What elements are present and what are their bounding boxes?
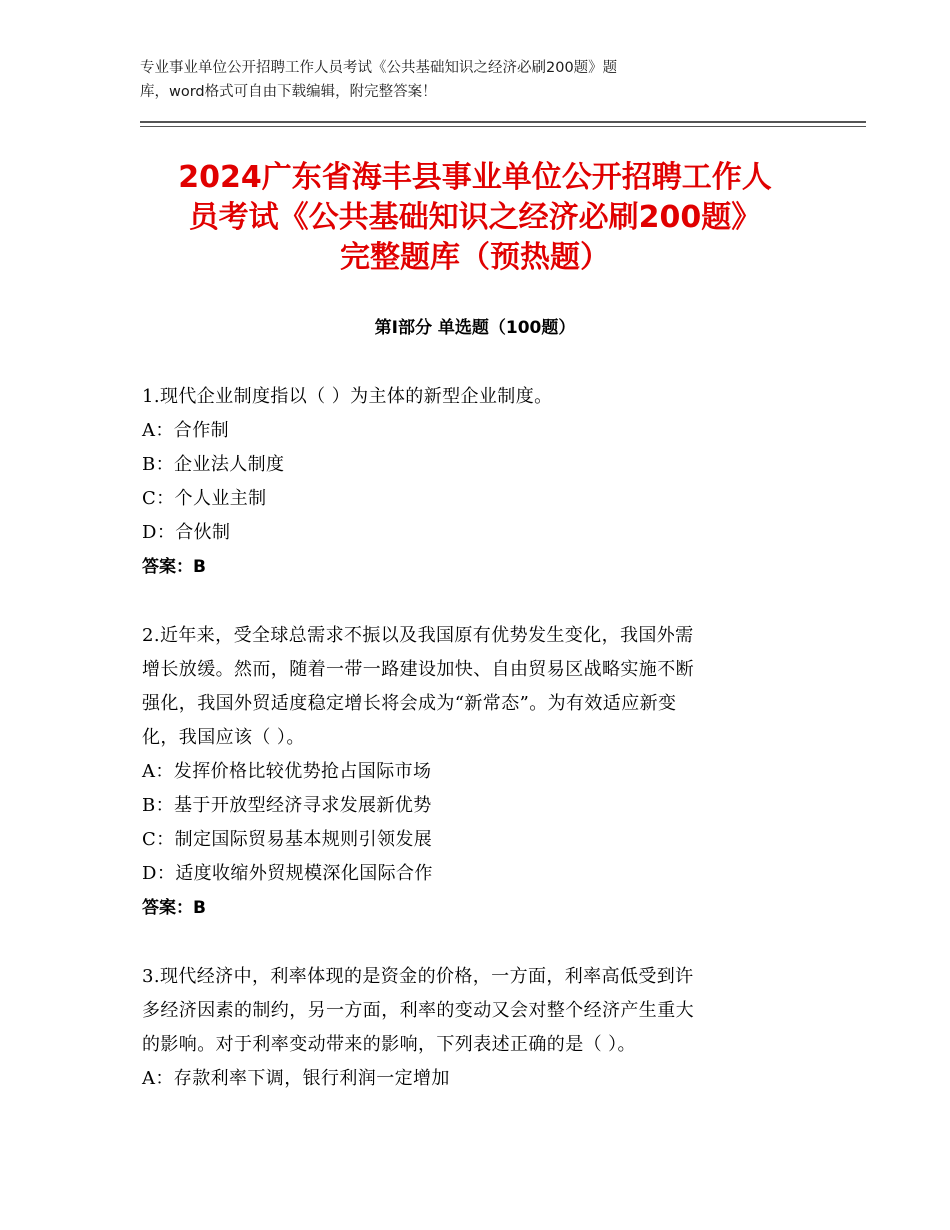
question-stem: 的影响。对于利率变动带来的影响，下列表述正确的是（ ）。 — [142, 1034, 636, 1055]
header-note-line: 库，word格式可自由下载编辑，附完整答案！ — [140, 84, 437, 100]
header-note — [140, 56, 780, 104]
question-option: B：企业法人制度 — [142, 454, 285, 475]
document-title-line: 员考试《公共基础知识之经济必刷200题》 — [188, 200, 762, 235]
section-title: 第Ⅰ部分 单选题（100题） — [374, 318, 576, 338]
question-answer: 答案：B — [142, 898, 206, 918]
header-divider-thin — [140, 126, 866, 127]
question-2 — [142, 619, 802, 925]
document-title — [130, 158, 820, 278]
document-title-line: 完整题库（预热题） — [340, 240, 610, 275]
question-stem: 多经济因素的制约，另一方面，利率的变动又会对整个经济产生重大 — [142, 1000, 694, 1021]
question-stem: 1.现代企业制度指以（ ）为主体的新型企业制度。 — [142, 386, 553, 407]
question-stem: 强化，我国外贸适度稳定增长将会成为“新常态”。为有效适应新变 — [142, 693, 677, 714]
question-option: C：制定国际贸易基本规则引领发展 — [142, 829, 433, 850]
question-stem: 增长放缓。然而，随着一带一路建设加快、自由贸易区战略实施不断 — [142, 659, 694, 680]
question-option: A：合作制 — [142, 420, 229, 441]
question-stem: 3.现代经济中，利率体现的是资金的价格，一方面，利率高低受到许 — [142, 966, 694, 987]
question-3 — [142, 960, 802, 1096]
header-note-line: 专业事业单位公开招聘工作人员考试《公共基础知识之经济必刷200题》题 — [140, 60, 618, 76]
question-option: C：个人业主制 — [142, 488, 267, 509]
header-divider-thick — [140, 121, 866, 123]
question-stem: 2.近年来，受全球总需求不振以及我国原有优势发生变化，我国外需 — [142, 625, 694, 646]
question-option: A：发挥价格比较优势抢占国际市场 — [142, 761, 432, 782]
question-option: D：合伙制 — [142, 522, 231, 543]
question-option: B：基于开放型经济寻求发展新优势 — [142, 795, 432, 816]
question-option: D：适度收缩外贸规模深化国际合作 — [142, 863, 433, 884]
question-1 — [142, 380, 802, 584]
document-title-line: 2024广东省海丰县事业单位公开招聘工作人 — [178, 160, 772, 195]
question-option: A：存款利率下调，银行利润一定增加 — [142, 1068, 450, 1089]
question-stem: 化，我国应该（ ）。 — [142, 727, 305, 748]
question-answer: 答案：B — [142, 557, 206, 577]
question-list — [142, 380, 802, 1131]
